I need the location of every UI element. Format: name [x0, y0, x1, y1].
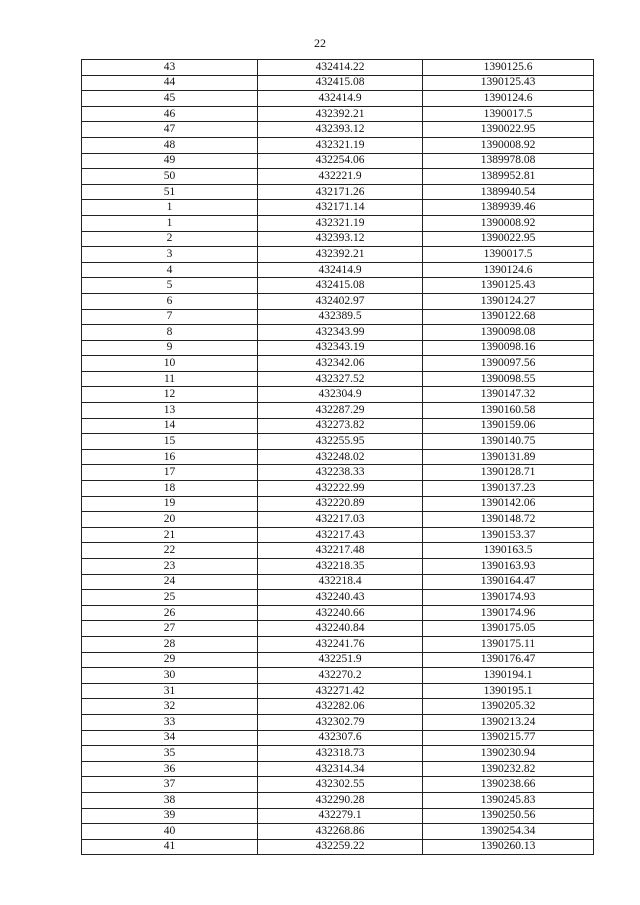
table-row: [82, 215, 594, 231]
y-coordinate-cell: 1390194.1: [423, 668, 594, 684]
x-coordinate-cell: 432304.9: [258, 387, 423, 403]
y-coordinate-cell: 1389939.46: [423, 200, 594, 216]
y-coordinate-cell: 1390122.68: [423, 309, 594, 325]
table-row: [82, 761, 594, 777]
y-coordinate-cell: 1389940.54: [423, 184, 594, 200]
point-number-cell: 43: [82, 60, 258, 76]
x-coordinate-cell: 432392.21: [258, 106, 423, 122]
point-number-cell: 15: [82, 434, 258, 450]
coordinates-table-body: [82, 60, 594, 855]
point-number-cell: 19: [82, 496, 258, 512]
y-coordinate-cell: 1390022.95: [423, 122, 594, 138]
table-row: [82, 184, 594, 200]
table-row: [82, 668, 594, 684]
x-coordinate-cell: 432251.9: [258, 652, 423, 668]
x-coordinate-cell: 432402.97: [258, 293, 423, 309]
point-number-cell: 7: [82, 309, 258, 325]
point-number-cell: 49: [82, 153, 258, 169]
x-coordinate-cell: 432415.08: [258, 278, 423, 294]
table-row: [82, 527, 594, 543]
point-number-cell: 9: [82, 340, 258, 356]
point-number-cell: 14: [82, 418, 258, 434]
point-number-cell: 29: [82, 652, 258, 668]
x-coordinate-cell: 432290.28: [258, 792, 423, 808]
y-coordinate-cell: 1390125.6: [423, 60, 594, 76]
point-number-cell: 1: [82, 215, 258, 231]
point-number-cell: 3: [82, 247, 258, 263]
table-row: [82, 605, 594, 621]
y-coordinate-cell: 1390147.32: [423, 387, 594, 403]
x-coordinate-cell: 432218.35: [258, 559, 423, 575]
y-coordinate-cell: 1390175.11: [423, 636, 594, 652]
y-coordinate-cell: 1390022.95: [423, 231, 594, 247]
y-coordinate-cell: 1390017.5: [423, 247, 594, 263]
y-coordinate-cell: 1390174.93: [423, 590, 594, 606]
table-row: [82, 340, 594, 356]
point-number-cell: 51: [82, 184, 258, 200]
table-row: [82, 106, 594, 122]
x-coordinate-cell: 432342.06: [258, 356, 423, 372]
y-coordinate-cell: 1390164.47: [423, 574, 594, 590]
point-number-cell: 4: [82, 262, 258, 278]
x-coordinate-cell: 432171.26: [258, 184, 423, 200]
y-coordinate-cell: 1390153.37: [423, 527, 594, 543]
y-coordinate-cell: 1390125.43: [423, 75, 594, 91]
table-row: [82, 512, 594, 528]
table-row: [82, 746, 594, 762]
y-coordinate-cell: 1390215.77: [423, 730, 594, 746]
x-coordinate-cell: 432171.14: [258, 200, 423, 216]
x-coordinate-cell: 432392.21: [258, 247, 423, 263]
y-coordinate-cell: 1390174.96: [423, 605, 594, 621]
y-coordinate-cell: 1390098.16: [423, 340, 594, 356]
y-coordinate-cell: 1390175.05: [423, 621, 594, 637]
x-coordinate-cell: 432393.12: [258, 122, 423, 138]
point-number-cell: 47: [82, 122, 258, 138]
y-coordinate-cell: 1390232.82: [423, 761, 594, 777]
x-coordinate-cell: 432343.19: [258, 340, 423, 356]
table-row: [82, 418, 594, 434]
table-row: [82, 309, 594, 325]
x-coordinate-cell: 432254.06: [258, 153, 423, 169]
y-coordinate-cell: 1389978.08: [423, 153, 594, 169]
table-row: [82, 231, 594, 247]
x-coordinate-cell: 432217.03: [258, 512, 423, 528]
y-coordinate-cell: 1390131.89: [423, 449, 594, 465]
point-number-cell: 50: [82, 169, 258, 185]
x-coordinate-cell: 432393.12: [258, 231, 423, 247]
y-coordinate-cell: 1390137.23: [423, 481, 594, 497]
table-row: [82, 590, 594, 606]
point-number-cell: 35: [82, 746, 258, 762]
point-number-cell: 8: [82, 325, 258, 341]
table-row: [82, 808, 594, 824]
table-row: [82, 356, 594, 372]
table-row: [82, 730, 594, 746]
x-coordinate-cell: 432238.33: [258, 465, 423, 481]
point-number-cell: 31: [82, 683, 258, 699]
point-number-cell: 48: [82, 137, 258, 153]
y-coordinate-cell: 1390097.56: [423, 356, 594, 372]
x-coordinate-cell: 432279.1: [258, 808, 423, 824]
point-number-cell: 1: [82, 200, 258, 216]
table-row: [82, 714, 594, 730]
y-coordinate-cell: 1390176.47: [423, 652, 594, 668]
y-coordinate-cell: 1390245.83: [423, 792, 594, 808]
y-coordinate-cell: 1390163.5: [423, 543, 594, 559]
y-coordinate-cell: 1390008.92: [423, 215, 594, 231]
point-number-cell: 11: [82, 371, 258, 387]
x-coordinate-cell: 432259.22: [258, 839, 423, 855]
table-row: [82, 496, 594, 512]
x-coordinate-cell: 432414.9: [258, 91, 423, 107]
point-number-cell: 21: [82, 527, 258, 543]
y-coordinate-cell: 1390124.27: [423, 293, 594, 309]
x-coordinate-cell: 432321.19: [258, 215, 423, 231]
point-number-cell: 6: [82, 293, 258, 309]
table-row: [82, 91, 594, 107]
table-row: [82, 293, 594, 309]
table-row: [82, 278, 594, 294]
point-number-cell: 33: [82, 714, 258, 730]
x-coordinate-cell: 432217.43: [258, 527, 423, 543]
y-coordinate-cell: 1390238.66: [423, 777, 594, 793]
y-coordinate-cell: 1390128.71: [423, 465, 594, 481]
table-row: [82, 60, 594, 76]
y-coordinate-cell: 1390163.93: [423, 559, 594, 575]
x-coordinate-cell: 432273.82: [258, 418, 423, 434]
x-coordinate-cell: 432287.29: [258, 403, 423, 419]
table-row: [82, 200, 594, 216]
y-coordinate-cell: 1390260.13: [423, 839, 594, 855]
point-number-cell: 18: [82, 481, 258, 497]
x-coordinate-cell: 432282.06: [258, 699, 423, 715]
x-coordinate-cell: 432414.9: [258, 262, 423, 278]
x-coordinate-cell: 432415.08: [258, 75, 423, 91]
point-number-cell: 32: [82, 699, 258, 715]
table-row: [82, 387, 594, 403]
y-coordinate-cell: 1390098.55: [423, 371, 594, 387]
point-number-cell: 27: [82, 621, 258, 637]
x-coordinate-cell: 432240.43: [258, 590, 423, 606]
table-row: [82, 434, 594, 450]
table-row: [82, 153, 594, 169]
point-number-cell: 41: [82, 839, 258, 855]
point-number-cell: 28: [82, 636, 258, 652]
y-coordinate-cell: 1390213.24: [423, 714, 594, 730]
point-number-cell: 44: [82, 75, 258, 91]
table-row: [82, 621, 594, 637]
y-coordinate-cell: 1390017.5: [423, 106, 594, 122]
point-number-cell: 45: [82, 91, 258, 107]
y-coordinate-cell: 1390148.72: [423, 512, 594, 528]
y-coordinate-cell: 1390142.06: [423, 496, 594, 512]
table-row: [82, 824, 594, 840]
table-row: [82, 792, 594, 808]
table-row: [82, 559, 594, 575]
y-coordinate-cell: 1390250.56: [423, 808, 594, 824]
x-coordinate-cell: 432307.6: [258, 730, 423, 746]
point-number-cell: 34: [82, 730, 258, 746]
x-coordinate-cell: 432240.84: [258, 621, 423, 637]
table-row: [82, 574, 594, 590]
table-row: [82, 403, 594, 419]
table-row: [82, 169, 594, 185]
point-number-cell: 12: [82, 387, 258, 403]
point-number-cell: 38: [82, 792, 258, 808]
x-coordinate-cell: 432314.34: [258, 761, 423, 777]
table-row: [82, 465, 594, 481]
page-number: 22: [314, 36, 326, 50]
x-coordinate-cell: 432318.73: [258, 746, 423, 762]
x-coordinate-cell: 432414.22: [258, 60, 423, 76]
table-row: [82, 699, 594, 715]
x-coordinate-cell: 432270.2: [258, 668, 423, 684]
point-number-cell: 22: [82, 543, 258, 559]
x-coordinate-cell: 432271.42: [258, 683, 423, 699]
table-row: [82, 137, 594, 153]
x-coordinate-cell: 432241.76: [258, 636, 423, 652]
point-number-cell: 26: [82, 605, 258, 621]
x-coordinate-cell: 432240.66: [258, 605, 423, 621]
point-number-cell: 5: [82, 278, 258, 294]
point-number-cell: 10: [82, 356, 258, 372]
table-row: [82, 75, 594, 91]
x-coordinate-cell: 432222.99: [258, 481, 423, 497]
point-number-cell: 20: [82, 512, 258, 528]
point-number-cell: 23: [82, 559, 258, 575]
x-coordinate-cell: 432220.89: [258, 496, 423, 512]
y-coordinate-cell: 1389952.81: [423, 169, 594, 185]
y-coordinate-cell: 1390125.43: [423, 278, 594, 294]
point-number-cell: 39: [82, 808, 258, 824]
x-coordinate-cell: 432321.19: [258, 137, 423, 153]
y-coordinate-cell: 1390254.34: [423, 824, 594, 840]
point-number-cell: 40: [82, 824, 258, 840]
point-number-cell: 16: [82, 449, 258, 465]
x-coordinate-cell: 432302.55: [258, 777, 423, 793]
y-coordinate-cell: 1390124.6: [423, 262, 594, 278]
y-coordinate-cell: 1390008.92: [423, 137, 594, 153]
table-row: [82, 325, 594, 341]
table-row: [82, 839, 594, 855]
y-coordinate-cell: 1390124.6: [423, 91, 594, 107]
y-coordinate-cell: 1390140.75: [423, 434, 594, 450]
y-coordinate-cell: 1390195.1: [423, 683, 594, 699]
y-coordinate-cell: 1390205.32: [423, 699, 594, 715]
point-number-cell: 17: [82, 465, 258, 481]
point-number-cell: 46: [82, 106, 258, 122]
table-row: [82, 122, 594, 138]
point-number-cell: 37: [82, 777, 258, 793]
point-number-cell: 24: [82, 574, 258, 590]
coordinates-table: [81, 59, 594, 855]
x-coordinate-cell: 432389.5: [258, 309, 423, 325]
table-row: [82, 247, 594, 263]
point-number-cell: 13: [82, 403, 258, 419]
x-coordinate-cell: 432218.4: [258, 574, 423, 590]
point-number-cell: 25: [82, 590, 258, 606]
table-row: [82, 481, 594, 497]
x-coordinate-cell: 432217.48: [258, 543, 423, 559]
point-number-cell: 30: [82, 668, 258, 684]
table-row: [82, 262, 594, 278]
y-coordinate-cell: 1390160.58: [423, 403, 594, 419]
table-row: [82, 683, 594, 699]
point-number-cell: 36: [82, 761, 258, 777]
table-row: [82, 636, 594, 652]
x-coordinate-cell: 432248.02: [258, 449, 423, 465]
y-coordinate-cell: 1390230.94: [423, 746, 594, 762]
point-number-cell: 2: [82, 231, 258, 247]
x-coordinate-cell: 432302.79: [258, 714, 423, 730]
y-coordinate-cell: 1390159.06: [423, 418, 594, 434]
table-row: [82, 543, 594, 559]
x-coordinate-cell: 432255.95: [258, 434, 423, 450]
x-coordinate-cell: 432221.9: [258, 169, 423, 185]
table-row: [82, 777, 594, 793]
table-row: [82, 371, 594, 387]
x-coordinate-cell: 432268.86: [258, 824, 423, 840]
y-coordinate-cell: 1390098.08: [423, 325, 594, 341]
x-coordinate-cell: 432343.99: [258, 325, 423, 341]
table-row: [82, 652, 594, 668]
x-coordinate-cell: 432327.52: [258, 371, 423, 387]
table-row: [82, 449, 594, 465]
